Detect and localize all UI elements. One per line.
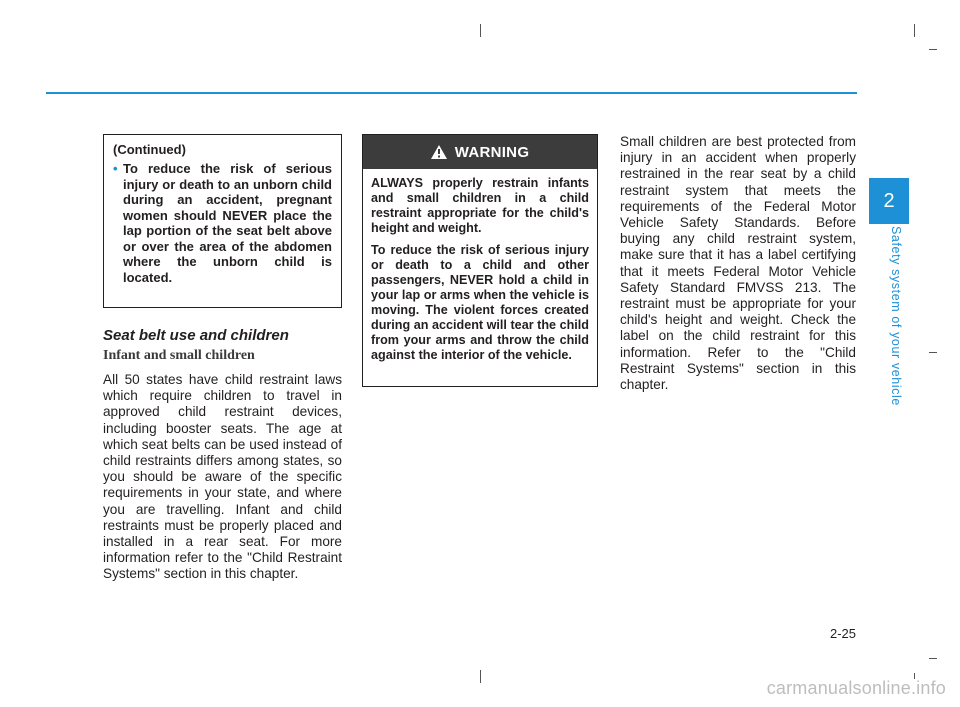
caution-bullet	[113, 161, 332, 285]
crop-mark	[929, 352, 937, 353]
header-rule	[46, 92, 857, 94]
warning-triangle-icon	[431, 145, 447, 159]
section-body-text: All 50 states have child restraint laws which require children to travel in approved child restraint devices, including booster seats. The age at which seat belts can be used instead of child restraints differs among states, so you should be aware of the specific requirements in your state, and where you are travelling. Infant and child restraints must be properly placed and installed in a rear seat. For more information refer to the "Child Restraint Systems" section in this chapter.	[103, 372, 342, 582]
section-title: Seat belt use and children	[103, 327, 289, 344]
right-column-text: Small children are best protected from injury in an accident when properly restrained in the rear seat by a child restraint system that meets the requirements of the Federal Motor Vehicle Safety Standards. Before buying any child restraint system, make sure that it has a label certifying that it meets Federal Motor Vehicle Safety Standard FMVSS 213. The restraint must be appropriate for your child's height and weight. Check the label on the child restraint for this information. Refer to the "Child Restraint Systems" section in this chapter.	[620, 134, 856, 393]
watermark: carmanualsonline.info	[766, 678, 946, 698]
bullet-dot-icon: •	[113, 161, 118, 176]
crop-mark	[480, 670, 481, 683]
section-subtitle: Infant and small children	[103, 348, 255, 363]
caution-bullet-text: To reduce the risk of serious injury or death to an unborn child during an accident, pregnant women should NEVER place the lap portion of the seat belt above or over the area of the abdomen where the unborn child is located.	[123, 161, 332, 285]
chapter-number: 2	[883, 189, 895, 212]
chapter-number-tab	[869, 178, 909, 224]
crop-mark	[929, 49, 937, 50]
page-number: 2-25	[829, 626, 856, 641]
warning-title: WARNING	[454, 143, 530, 161]
continued-heading: (Continued)	[113, 142, 186, 157]
crop-mark	[480, 24, 481, 37]
continued-caution-box	[103, 134, 342, 308]
warning-header	[363, 135, 597, 169]
warning-body	[363, 169, 597, 363]
warning-box	[362, 134, 598, 387]
warning-paragraph: ALWAYS properly restrain infants and small children in a child restraint appropriate for the child's height and weight.	[371, 176, 589, 235]
warning-paragraph: To reduce the risk of serious injury or death to a child and other passengers, NEVER hold a child in your lap or arms when the vehicle is moving. The violent forces created during an accident will tear the child from your arms and throw the child against the interior of the vehicle.	[371, 243, 589, 362]
crop-mark	[929, 658, 937, 659]
crop-mark	[914, 24, 915, 37]
chapter-label: Safety system of your vehicle	[889, 226, 903, 406]
